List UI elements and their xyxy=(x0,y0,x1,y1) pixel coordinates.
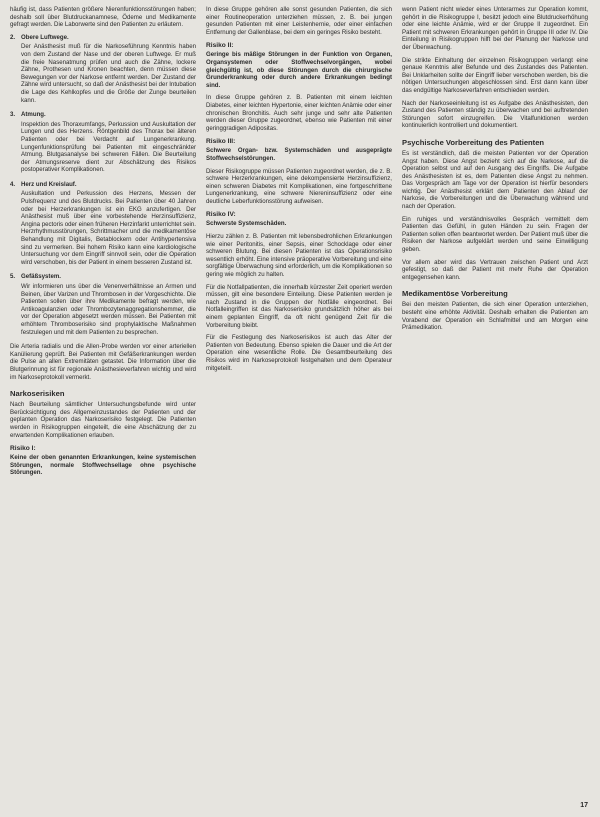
item-text: Inspektion des Thoraxumfangs, Perkussion und Auskultation der Lungen und des Herzens. Röntgenbild des Thorax bei älteren Patienten oder bei Verdacht auf Lungenerkrankung. Lungenfunktionsprüfung bei Patienten mit eingeschränkter Atmung. Blutgasanalyse bei schweren Fällen. Die Beurteilung der Atmungsreserve dient zur Abschätzung des Risikos postoperativer Komplikationen. xyxy=(21,120,196,174)
risk-2-text: In diese Gruppe gehören z. B. Patienten mit einem leichten Diabetes, einer leichten Hypertonie, einer leichten Anämie oder einer chronischen Bronchitis. Auch sehr junge und sehr alte Patienten werden dieser Gruppe zugeordnet, ebenso wie Patienten mit einer geringgradigen Adipositas. xyxy=(206,94,392,132)
closing-paragraph: Für die Festlegung des Narkoserisikos ist auch das Alter der Patienten von Bedeutung. Ebenso spielen die Dauer und die Art der Operation eine wesentliche Rolle. Die Gesamtbeurteilung des Risikos wird im Narkoseprotokoll festgehalten und dem Operateur mitgeteilt. xyxy=(206,334,392,372)
vascular-paragraph: Die Arteria radialis und die Allen-Probe werden vor einer arteriellen Kanülierung geprüft. Bei Patienten mit Gefäßerkrankungen werden die Pulse an allen Extremitäten getastet. Die Information über die Blutgerinnung ist für regionale Anästhesieverfahren wichtig und wird im Narkoseprotokoll vermerkt. xyxy=(10,343,196,381)
risk-1-definition: Keine der oben genannten Erkrankungen, keine systemischen Störungen, normale Stoffwechsellage ohne psychische Störungen. xyxy=(10,454,196,477)
risk-4-definition: Schwerste Systemschäden. xyxy=(206,220,287,228)
item-heading: Obere Luftwege. xyxy=(21,33,69,41)
item-heading: Gefäßsystem. xyxy=(21,273,61,281)
risk-intro-paragraph: Nach Beurteilung sämtlicher Untersuchungsbefunde wird unter Berücksichtigung des Allgemeinzustandes der Patienten und der geplanten Operation das Narkoserisiko festgelegt. Die Patienten werden in Risikogruppen eingeteilt, die eine Abschätzung der zu erwartenden Komplikationen erlauben. xyxy=(10,401,196,439)
risk-2-title: Risiko II: xyxy=(206,42,234,50)
risk-1-title: Risiko I: xyxy=(10,445,36,453)
item-text: Wir informieren uns über die Venenverhältnisse an Armen und Beinen, über Varizen und Thrombosen in der Vorgeschichte. Die Patienten sollen über ihre Medikamente befragt werden, wie Antikoagulanzien oder Thrombozytenaggregationshemmer, die vor der Operation abgesetzt werden müssen. Bei Patienten mit erhöhtem Thromboserisiko sind prophylaktische Maßnahmen festzulegen und mit dem Patienten zu besprechen. xyxy=(21,283,196,336)
column-left xyxy=(10,6,196,796)
item-text: Auskultation und Perkussion des Herzens, Messen der Pulsfrequenz und des Blutdrucks. Bei Patienten über 40 Jahren oder bei Herzerkrankungen ist ein EKG anzufertigen. Der Anästhesist muß über eine vorbestehende Herzinsuffizienz, Angina pectoris oder einen früheren Herzinfarkt unterrichtet sein. Herzrhythmusstörungen, Schrittmacher und die medikamentöse Behandlung mit Digitalis, Betablockern oder Antihypertensiva sind zu vermerken. Bei hohem Risiko kann eine kardiologische Untersuchung vor dem Eingriff sinnvoll sein, oder die Operation wird verschoben, bis der Patient in einem besseren Zustand ist. xyxy=(21,190,196,266)
item-heading: Herz und Kreislauf. xyxy=(21,180,77,188)
risk-3-text: Dieser Risikogruppe müssen Patienten zugeordnet werden, die z. B. schwere Herzerkrankungen, eine dekompensierte Herzinsuffizienz, einen schweren Diabetes mit Komplikationen, eine fortgeschrittene Lungenerkrankung, eine schwere Niereninsuffizienz oder eine deutliche Leberfunktionsstörung aufweisen. xyxy=(206,167,392,205)
item-number: 2. xyxy=(10,33,16,41)
column-right xyxy=(402,6,588,796)
section-heading-medication-preparation: Medikamentöse Vorbereitung xyxy=(402,289,508,299)
column-right-paragraph-2: Die strikte Einhaltung der einzelnen Risikogruppen verlangt eine genaue Kenntnis aller Befunde und des Zustandes des Patienten. Bei Unklarheiten sollte der Eingriff lieber verschoben werden, bis die nötigen Untersuchungen abgeschlossen sind. Erst dann kann über das endgültige Narkoseverfahren entschieden werden. xyxy=(402,56,588,94)
column-right-paragraph-3: Nach der Narkoseeinleitung ist es Aufgabe des Anästhesisten, den Zustand des Patienten ständig zu überwachen und bei auftretenden Störungen sofort einzugreifen. Die Vitalfunktionen werden kontinuierlich kontrolliert und dokumentiert. xyxy=(402,99,588,130)
risk-4-title: Risiko IV: xyxy=(206,211,236,219)
column-middle xyxy=(206,6,392,796)
exam-item-4 xyxy=(10,181,196,269)
column-middle-intro: In diese Gruppe gehören alle sonst gesunden Patienten, die sich einer Routineoperation unterziehen müssen, z. B. bei jungen gesunden Patienten mit einer Leistenhernie, oder einer einfachen Entfernung der Gallenblase, bei dem ein geringes Risiko besteht. xyxy=(206,6,392,36)
item-text: Der Anästhesist muß für die Narkoseführung Kenntnis haben von dem Zustand der Nase und der oberen Luftwege. Er muß die freie Nasenatmung prüfen und auch die Zähne, lockere Zähne, Prothesen und Kronen beachten, denn müssen diese Bewegungen vor der Narkose entfernt werden. Der Zustand der Zähne wird untersucht, so daß der Anästhesist bei der Intubation die Lage des Kehlkopfes und die Größe der Zunge beurteilen kann. xyxy=(21,43,196,104)
exam-item-2 xyxy=(10,34,196,106)
psych-paragraph-3: Vor allem aber wird das Vertrauen zwischen Patient und Arzt gefestigt, so daß der Patient mit mehr Ruhe der Operation entgegensehen kann. xyxy=(402,258,588,281)
psych-paragraph-2: Ein ruhiges und verständnisvolles Gespräch vermittelt dem Patienten das Gefühl, in guten Händen zu sein. Fragen der Patienten sollen offen beantwortet werden. Der Patient muß über die Risiken der Narkose aufgeklärt werden und seine Einwilligung geben. xyxy=(402,215,588,254)
psych-paragraph-1: Es ist verständlich, daß die meisten Patienten vor der Operation Angst haben. Diese Angst bezieht sich auf die Narkose, auf die Operation selbst und auf den Ausgang des Eingriffs. Die Aufgabe des Anästhesisten ist es, dem Patienten diese Angst zu nehmen. Das Vorgespräch am Tage vor der Operation ist hierfür besonders wichtig. Der Anästhesist erklärt dem Patienten den Ablauf der Narkose, die Vorbereitungen und die Überwachung während und nach der Operation. xyxy=(402,149,588,211)
item-number: 3. xyxy=(10,111,16,119)
item-number: 5. xyxy=(10,273,16,281)
emergency-paragraph: Für die Notfallpatienten, die innerhalb kürzester Zeit operiert werden müssen, gilt eine besondere Einteilung. Diese Patienten werden je nach Zustand in die Gruppen der Notfälle eingeordnet. Bei Notfalleingriffen ist das Narkoserisiko grundsätzlich höher als bei einem geplanten Eingriff, da oft nicht genügend Zeit für die Vorbereitung bleibt. xyxy=(206,283,392,329)
risk-3-definition: Schwere Organ- bzw. Systemschäden und ausgeprägte Stoffwechselstörungen. xyxy=(206,147,392,162)
section-heading-psychological-preparation: Psychische Vorbereitung des Patienten xyxy=(402,137,545,147)
column-left-intro: häufig ist, dass Patienten größere Nierenfunktionsstörungen haben; deshalb soll über Blutdruckanamnese, Ödeme und Medikamente gefragt werden. Die Laborwerte sind den Patienten zu erläutern. xyxy=(10,6,196,29)
text-columns xyxy=(10,6,590,796)
risk-4-text: Hierzu zählen z. B. Patienten mit lebensbedrohlichen Erkrankungen wie einer Peritonitis, einer Sepsis, einer Schocklage oder einer schweren Blutung. Bei diesen Patienten ist das Operationsrisiko wesentlich erhöht. Eine intensive präoperative Vorbereitung und eine sorgfältige Überwachung sind erforderlich, um die Komplikationen so gering wie möglich zu halten. xyxy=(206,233,392,279)
risk-3-title: Risiko III: xyxy=(206,138,236,146)
item-number: 4. xyxy=(10,180,16,188)
medication-paragraph-1: Bei den meisten Patienten, die sich einer Operation unterziehen, besteht eine erhöhte Aktivität. Deshalb erhalten die Patienten am Vorabend der Operation ein Schlafmittel und am Morgen eine Prämedikation. xyxy=(402,301,588,332)
exam-item-5 xyxy=(10,273,196,338)
risk-2-definition: Geringe bis mäßige Störungen in der Funktion von Organen, Organsystemen oder Stoffwechselvorgängen, wobei gleichgültig ist, ob diese Störungen durch die chirurgische Grunderkrankung oder durch andere Erkrankungen bedingt sind. xyxy=(206,51,392,89)
page-number: 17 xyxy=(580,802,588,809)
column-right-intro: wenn Patient nicht wieder eines Unterarmes zur Operation kommt, gehört in die Risikogruppe I, besitzt jedoch eine Blutdruckerhöhung oder eine leichte Anämie, wird er der Gruppe II zugeordnet. Ein Patient mit schweren Erkrankungen gehört in Gruppe III oder IV. Die Einteilung in Risikogruppen hilft bei der Planung der Narkose und der Überwachung. xyxy=(402,6,588,51)
section-heading-risks: Narkoserisiken xyxy=(10,389,65,399)
exam-item-3 xyxy=(10,111,196,176)
item-heading: Atmung. xyxy=(21,111,46,119)
